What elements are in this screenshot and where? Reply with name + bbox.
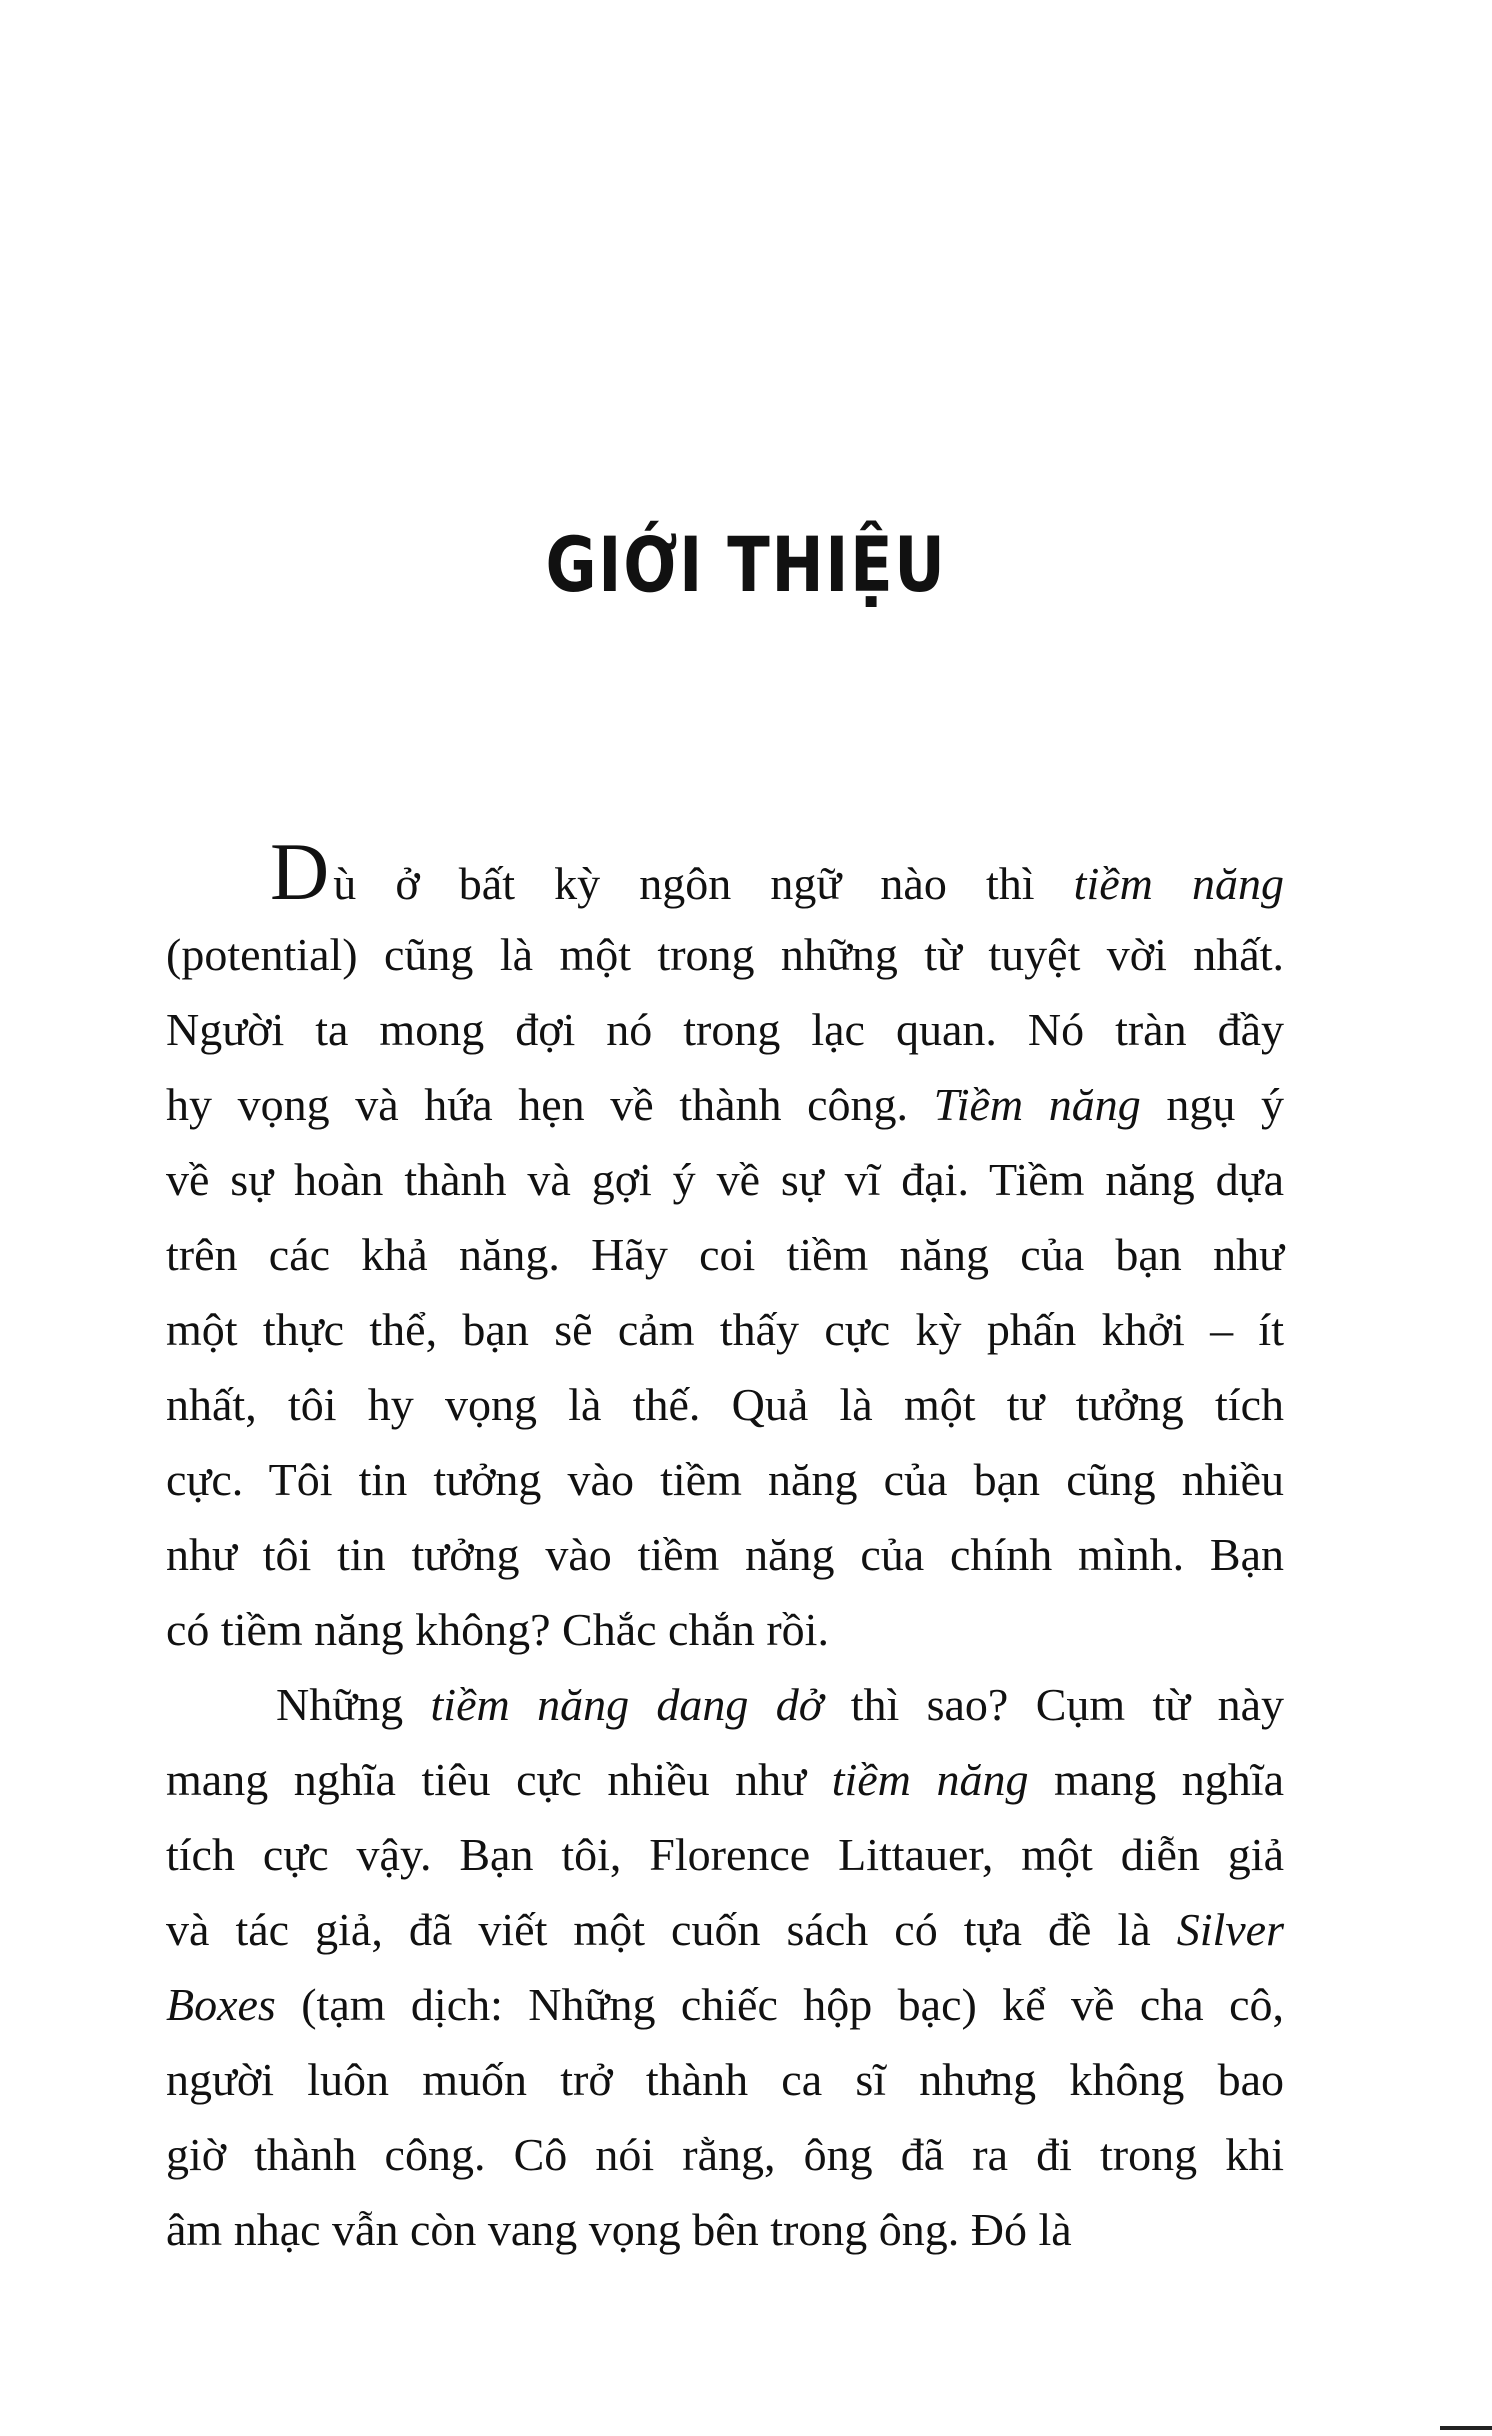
text-run: một thực thể, bạn sẽ cảm thấy cực kỳ phấn khởi – ít — [166, 1304, 1284, 1355]
text-run: người luôn muốn trở thành ca sĩ nhưng không bao — [166, 2054, 1284, 2105]
italic-text-run: tiềm năng — [831, 1754, 1029, 1805]
drop-cap: D — [270, 826, 330, 917]
text-run: âm nhạc vẫn còn vang vọng bên trong ông. Đó là — [166, 2204, 1072, 2255]
text-line — [166, 1817, 1284, 1892]
italic-text-run: Boxes — [166, 1979, 276, 2030]
text-line — [166, 2042, 1284, 2117]
text-line — [166, 1967, 1284, 2042]
text-run: Những — [276, 1679, 431, 1730]
text-run: nhất, tôi hy vọng là thế. Quả là một tư tưởng tích — [166, 1379, 1284, 1430]
text-line — [166, 1217, 1284, 1292]
italic-text-run: tiềm năng dang dở — [430, 1679, 824, 1730]
text-run: giờ thành công. Cô nói rằng, ông đã ra đi trong khi — [166, 2129, 1284, 2180]
text-run: (tạm dịch: Những chiếc hộp bạc) kể về cha cô, — [275, 1979, 1284, 2030]
body-text — [166, 826, 1285, 2267]
text-run: mang nghĩa — [1028, 1754, 1284, 1805]
text-line — [166, 992, 1284, 1067]
text-run: Người ta mong đợi nó trong lạc quan. Nó tràn đầy — [166, 1004, 1284, 1055]
text-run: (potential) cũng là một trong những từ tuyệt vời nhất. — [166, 929, 1284, 980]
text-line — [166, 1367, 1284, 1442]
italic-text-run: Tiềm năng — [933, 1079, 1141, 1130]
text-line — [166, 2192, 1284, 2267]
text-line — [166, 1592, 1284, 1667]
text-line — [166, 1067, 1284, 1142]
text-run: ù ở bất kỳ ngôn ngữ nào thì — [333, 858, 1074, 909]
text-run: mang nghĩa tiêu cực nhiều như — [166, 1754, 832, 1805]
text-line — [166, 2117, 1284, 2192]
italic-text-run: tiềm năng — [1073, 858, 1284, 909]
text-run: về sự hoàn thành và gợi ý về sự vĩ đại. Tiềm năng dựa — [166, 1154, 1284, 1205]
text-run: trên các khả năng. Hãy coi tiềm năng của bạn như — [166, 1229, 1284, 1280]
text-run: có tiềm năng không? Chắc chắn rồi. — [166, 1604, 829, 1655]
text-run: như tôi tin tưởng vào tiềm năng của chính mình. Bạn — [166, 1529, 1284, 1580]
page-edge-mark — [1440, 2426, 1492, 2430]
text-line — [166, 1292, 1284, 1367]
text-run: tích cực vậy. Bạn tôi, Florence Littauer, một diễn giả — [166, 1829, 1284, 1880]
text-run: ngụ ý — [1140, 1079, 1285, 1130]
text-line — [166, 1892, 1284, 1967]
text-line — [166, 1142, 1284, 1217]
text-line — [166, 917, 1284, 992]
text-run: và tác giả, đã viết một cuốn sách có tựa đề là — [166, 1904, 1177, 1955]
chapter-title: GIỚI THIỆU — [545, 520, 947, 609]
text-line — [166, 1667, 1284, 1742]
text-run: hy vọng và hứa hẹn về thành công. — [166, 1079, 934, 1130]
italic-text-run: Silver — [1176, 1904, 1284, 1955]
text-line — [166, 826, 1284, 917]
text-run: cực. Tôi tin tưởng vào tiềm năng của bạn cũng nhiều — [166, 1454, 1284, 1505]
text-run: thì sao? Cụm từ này — [823, 1679, 1285, 1730]
text-line — [166, 1442, 1284, 1517]
text-line — [166, 1517, 1284, 1592]
text-line — [166, 1742, 1284, 1817]
